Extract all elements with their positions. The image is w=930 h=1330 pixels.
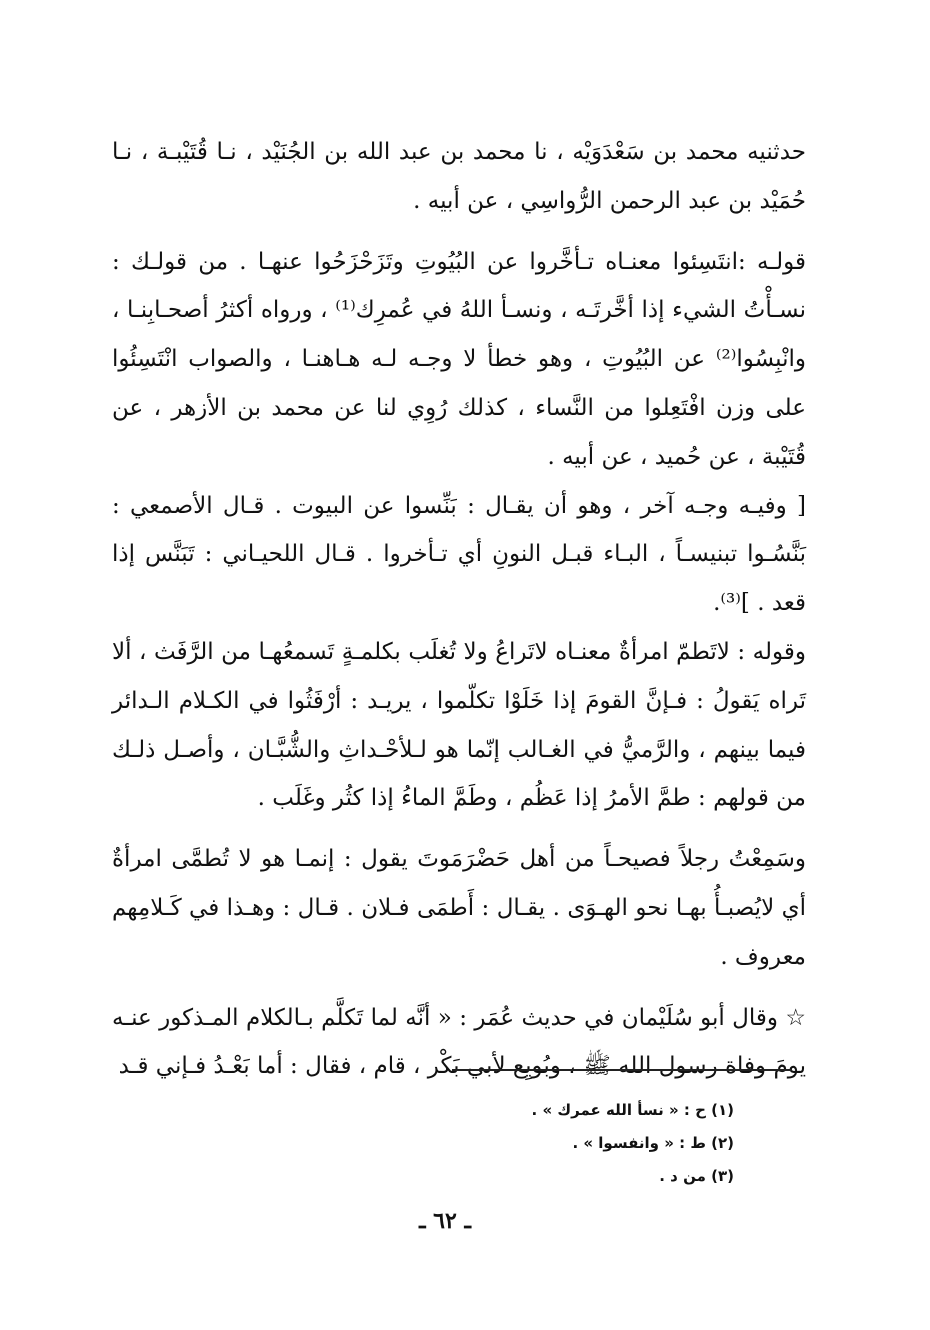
paragraph-hadramawt-speaker: وسَمِعْتُ رجلاً فصيحـاً من أهل حَضْرَمَوتَ يقول : إنمـا هو لا تُطمَّى امرأةٌ أي لايُصبـأُ بهـا نحو الهـوَى . يقـال : أَطمَى فـلان . قـال : وهـذا في كَـلامِهم معروف .	[112, 846, 806, 970]
paragraph-intasiu-explanation: قولـه :انتَسِئوا معنـاه تـأخَّروا عن البُيُوتِ وتَزَحْزَحُوا عنهـا . من قولـك : نسـأْتُ الشيء إذا أخَّرتَـه ، ونسـأ اللهُ في عُمرِك⁽¹⁾ ، ورواه أكثرُ أصحـابِنـا ، وانْبِسُوا⁽²⁾ عن البُيُوتِ ، وهو خطأ لا وجـه لـه هـاهنـا ، والصواب انْتَسِئُوا على وزن افْتَعِلوا من النَّساء ، كذلك رُوِي لنا عن محمد بن الأزهر ، عن قُتَيْبة ، عن حُميد ، عن أبيه .	[112, 248, 806, 470]
main-text	[112, 128, 806, 1091]
footnote-1: (١) ح : « نسأ الله عمرك » .	[531, 1101, 734, 1119]
footnote-3: (٣) من د .	[659, 1167, 734, 1185]
paragraph-spacer	[112, 982, 806, 994]
paragraph-spacer	[112, 823, 806, 835]
paragraph-bannisu-alternative: [ وفيـه وجـه آخر ، وهو أن يقـال : بَنِّسوا عن البيوت . قـال الأصمعي : بَنَّسُـوا تبنيسـاً ، البـاء قبـل النونِ أي تـأخروا . قـال اللحيـاني : تَبَنَّس إذا قعد . ]⁽³⁾.	[112, 492, 806, 617]
page-number: ـ ٦٢ ـ	[419, 1208, 471, 1234]
paragraph-la-tatumm: وقوله : لاتَطمّ امرأةٌ معنـاه لاتَراعُ ولا تُغلَب بكلمـةٍ تَسمعُهـا من الرَّفَث ، ألا تَراه يَقولُ : فـإنَّ القومَ إذا خَلَوْا تكلّموا ، يريـد : أرْفَثُوا في الكـلام الـدائر فيما بينهم ، والرَّميُّ في الغـالب إنّما هو لـلأحْـداثِ والشُّبَّـان ، وأصـل ذلـك من قولهم : طمَّ الأمرُ إذا عَظُم ، وطَمَّ الماءُ إذا كثُر وغَلَب .	[112, 638, 806, 812]
paragraph-umar-hadith: ☆ وقال أبو سُلَيْمان في حديث عُمَر : « أنَّه لما تَكلَّم بـالكلام المـذكور عنـه يومَ وفاة رسول الله ﷺ ، وبُويِع لأبي بَكْر ، قام ، فقال : أما بَعْـدُ فـإني قـد	[112, 1004, 806, 1080]
paragraph-spacer	[112, 226, 806, 238]
footnote-2: (٢) ط : « وانفسوا » .	[572, 1134, 734, 1152]
footnote-divider	[452, 1069, 792, 1071]
paragraph-hadith-chain: حدثنيه محمد بن سَعْدَوَيْه ، نا محمد بن عبد الله بن الجُنَيْد ، نـا قُتَيْبـة ، نـا حُمَيْد بن عبد الرحمن الرُّواسِي ، عن أبيه .	[112, 139, 806, 214]
footnotes	[334, 1094, 734, 1193]
